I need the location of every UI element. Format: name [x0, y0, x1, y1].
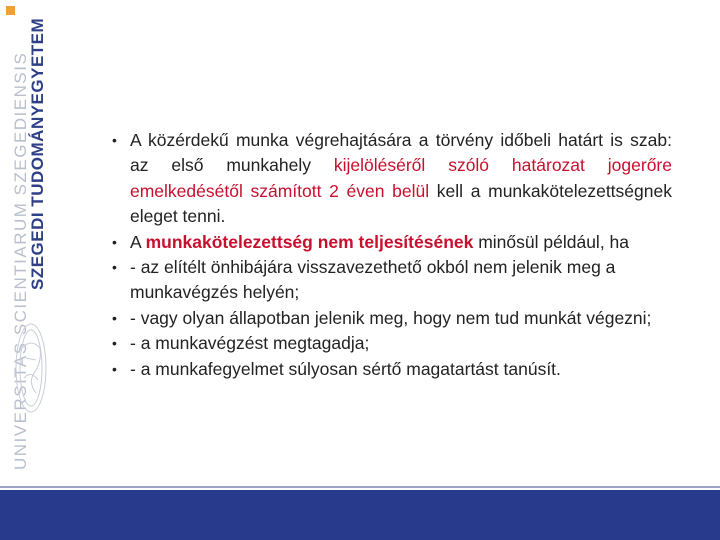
bullet-marker: • — [112, 132, 117, 148]
bullet-marker: • — [112, 335, 117, 352]
slide-body — [110, 128, 672, 382]
bullet-marker: • — [112, 233, 117, 250]
footer-bar — [0, 490, 720, 540]
bullet-list — [110, 128, 672, 382]
emphasized-text: kijelöléséről szóló határozat jogerőre emelkedésétől számított 2 éven belül — [130, 155, 672, 201]
bullet-item — [110, 255, 672, 306]
university-latin-name: UNIVERSITAS SCIENTIARUM SZEGEDIENSIS — [11, 51, 30, 470]
university-hungarian-name: SZEGEDI TUDOMÁNYEGYETEM — [28, 17, 47, 290]
bullet-text: - vagy olyan állapotban jelenik meg, hogy nem tud munkát végezni; — [130, 307, 652, 328]
bullet-marker: • — [112, 309, 117, 326]
bullet-text: kell a munkakötelezettségnek eleget tenni. — [130, 180, 672, 227]
bullet-item — [110, 128, 672, 230]
bullet-marker: • — [112, 259, 117, 276]
footer-divider — [0, 486, 720, 488]
bullet-text: A közérdekű munka végrehajtására a törvény időbeli határt is szab: az első munkahely — [130, 130, 672, 176]
bullet-text: - az elítélt önhibájára visszavezethető okból nem jelenik meg a munkavégzés helyén; — [130, 257, 616, 303]
bullet-text: minősül például, ha — [473, 231, 630, 252]
bullet-text: A — [130, 231, 146, 252]
bullet-item — [110, 357, 672, 382]
bullet-text: - a munkavégzést megtagadja; — [130, 333, 370, 354]
bullet-marker: • — [112, 360, 117, 377]
university-seal-icon — [14, 318, 48, 418]
bullet-text: - a munkafegyelmet súlyosan sértő magatartást tanúsít. — [130, 358, 561, 379]
emphasized-text: munkakötelezettség nem teljesítésének — [145, 231, 474, 252]
bullet-item — [110, 331, 672, 356]
university-logo — [0, 0, 60, 480]
bullet-item — [110, 230, 672, 255]
bullet-item — [110, 306, 672, 331]
